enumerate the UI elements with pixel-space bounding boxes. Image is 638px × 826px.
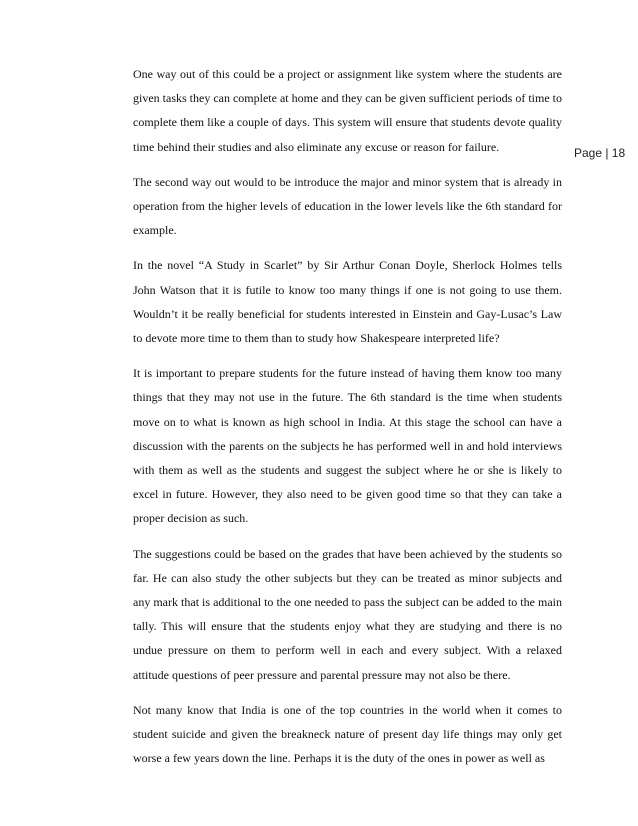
paragraph-grade-suggestions: The suggestions could be based on the grades that have been achieved by the students so far. He can also study the other subjects but they can be treated as minor subjects and any mark that is additional to the one needed to pass the subject can be added to the main tally. This will ensure that the students enjoy what they are studying and there is no undue pressure on them to perform well in each and every subject. With a relaxed attitude questions of peer pressure and parental pressure may not also be there. [133, 546, 562, 682]
paragraph-project-system: One way out of this could be a project or assignment like system where the students are given tasks they can complete at home and they can be given sufficient periods of time to complete them like a couple of days. This system will ensure that students devote quality time behind their studies and also eliminate any excuse or reason for failure. [133, 67, 562, 154]
paragraph-major-minor-system: The second way out would to be introduce the major and minor system that is already in operation from the higher levels of education in the lower levels like the 6th standard for example. [133, 174, 562, 238]
document-body [133, 62, 562, 770]
paragraph-student-suicide: Not many know that India is one of the top countries in the world when it comes to student suicide and given the breakneck nature of present day life things may only get worse a few years down the line. Perhaps it is the duty of the ones in power as well as [133, 702, 562, 766]
paragraph-study-in-scarlet: In the novel “A Study in Scarlet” by Sir Arthur Conan Doyle, Sherlock Holmes tells John Watson that it is futile to know too many things if one is not going to use them. Wouldn’t it be really beneficial for students interested in Einstein and Gay-Lusac’s Law to devote more time to them than to study how Shakespeare interpreted life? [133, 258, 562, 346]
page-number: Page | 18 [574, 146, 626, 160]
paragraph-prepare-students: It is important to prepare students for the future instead of having them know too many things that they may not use in the future. The 6th standard is the time when students move on to what is known as high school in India. At this stage the school can have a discussion with the parents on the subjects he has performed well in and hold interviews with them as well as the students and suggest the subject where he or she is likely to excel in future. However, they also need to be given good time so that they can take a proper decision as such. [133, 366, 562, 526]
